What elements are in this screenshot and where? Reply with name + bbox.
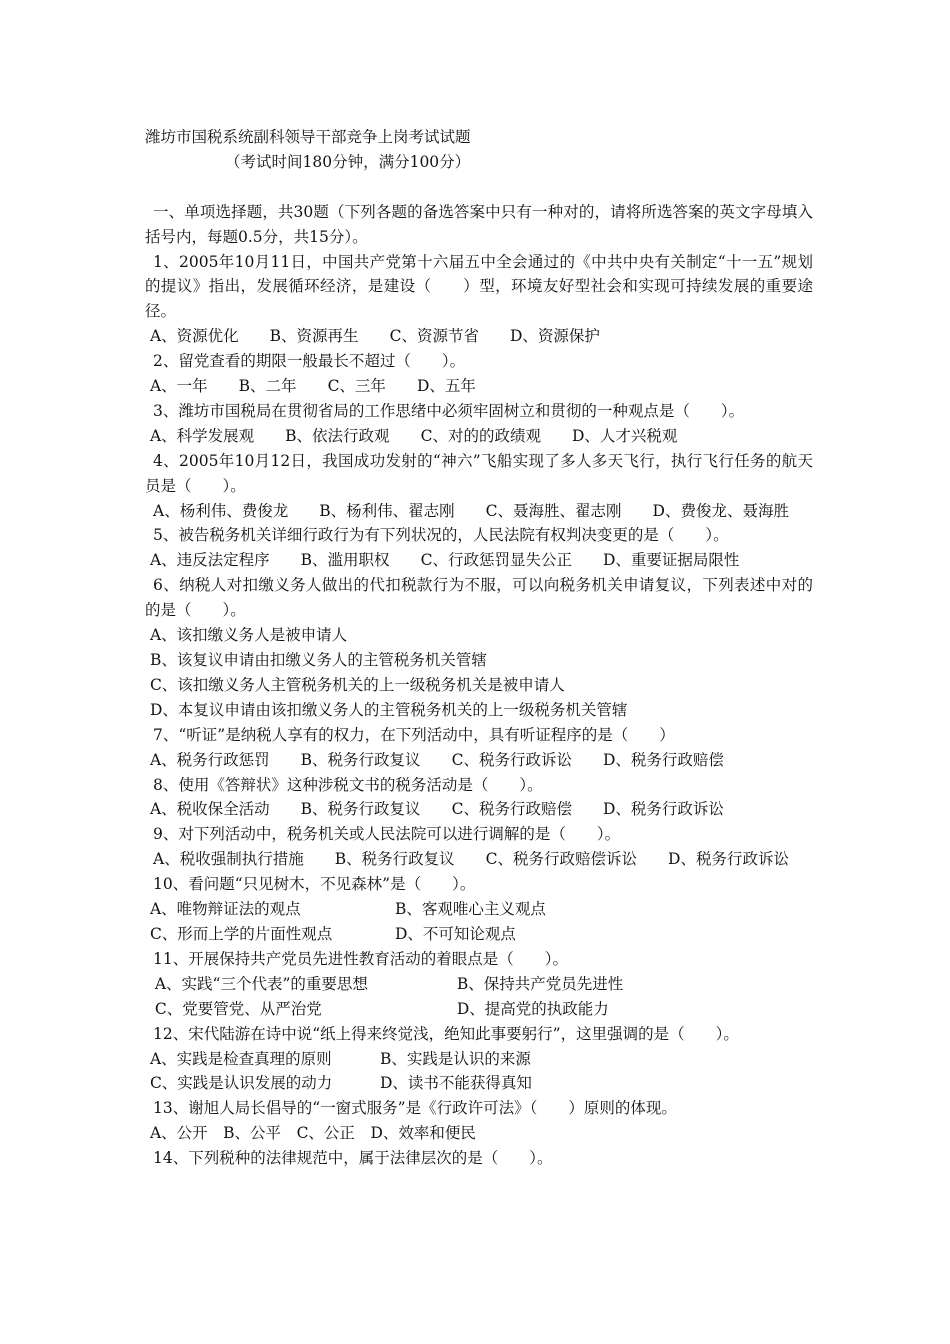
question-6-option-d xyxy=(145,698,813,723)
option: A、实践是检查真理的原则 xyxy=(149,1049,332,1068)
option: D、人才兴税观 xyxy=(571,426,678,445)
page-title: 潍坊市国税系统副科领导干部竞争上岗考试试题 xyxy=(145,128,471,146)
option: A、杨利伟、费俊龙 xyxy=(153,501,289,520)
option: C、税务行政赔偿 xyxy=(451,800,572,819)
question-5: 5、被告税务机关详细行政行为有下列状况的，人民法院有权判决变更的是（ ）。 xyxy=(153,526,729,545)
option: B、保持共产党员先进性 xyxy=(456,974,624,993)
option: C、三年 xyxy=(327,377,386,396)
option: B、税务行政复议 xyxy=(300,750,421,769)
option: B、税务行政复议 xyxy=(300,800,421,819)
option: B、滥用职权 xyxy=(300,551,390,570)
question-11: 11、开展保持共产党员先进性教育活动的着眼点是（ ）。 xyxy=(153,949,568,968)
question-12: 12、宋代陆游在诗中说“纸上得来终觉浅，绝知此事要躬行”，这里强调的是（ ）。 xyxy=(153,1024,739,1043)
option: D、资源保护 xyxy=(509,327,600,346)
question-8: 8、使用《答辩状》这种涉税文书的税务活动是（ ）。 xyxy=(153,775,543,794)
question-1: 1、2005年10月11日，中国共产党第十六届五中全会通过的《中共中央有关制定“十一五”规划的提议》指出，发展循环经济，是建设（ ）型，环境友好型社会和实现可持续发展的重要途径。 xyxy=(145,252,813,321)
option: B、资源再生 xyxy=(269,327,359,346)
option: C、税务行政赔偿诉讼 xyxy=(485,850,638,869)
option: C、行政惩罚显失公正 xyxy=(420,551,572,570)
option: A、该扣缴义务人是被申请人 xyxy=(149,626,348,645)
option: D、税务行政诉讼 xyxy=(602,800,724,819)
question-6-option-b xyxy=(145,648,813,673)
option: A、公开 xyxy=(149,1124,208,1143)
question-13-options xyxy=(145,1121,813,1146)
option: D、本复议申请由该扣缴义务人的主管税务机关的上一级税务机关管辖 xyxy=(149,700,628,719)
question-12-options-ab xyxy=(145,1047,813,1072)
option: A、一年 xyxy=(149,377,208,396)
option: D、读书不能获得真知 xyxy=(379,1074,532,1093)
question-13: 13、谢旭人局长倡导的“一窗式服务”是《行政许可法》（ ）原则的体现。 xyxy=(153,1099,677,1118)
question-6: 6、纳税人对扣缴义务人做出的代扣税款行为不服，可以向税务机关申请复议，下列表述中对的的是（ ）。 xyxy=(145,576,813,620)
option: A、税务行政惩罚 xyxy=(149,750,270,769)
option: D、费俊龙、聂海胜 xyxy=(652,501,789,520)
question-5-options xyxy=(145,548,813,573)
option: D、提高党的执政能力 xyxy=(456,999,609,1018)
question-11-options-ab xyxy=(145,972,813,997)
question-4: 4、2005年10月12日，我国成功发射的“神六”飞船实现了多人多天飞行，执行飞行任务的航天员是（ ）。 xyxy=(145,451,813,495)
question-10-options-cd xyxy=(145,922,813,947)
option: A、违反法定程序 xyxy=(149,551,270,570)
option: C、实践是认识发展的动力 xyxy=(149,1074,333,1093)
option: C、对的的政绩观 xyxy=(420,426,541,445)
option: D、重要证据局限性 xyxy=(602,551,740,570)
option: A、资源优化 xyxy=(149,327,239,346)
option: A、税收强制执行措施 xyxy=(153,850,304,869)
question-10-options-ab xyxy=(145,897,813,922)
option: A、唯物辩证法的观点 xyxy=(149,900,301,919)
question-1-options xyxy=(145,324,813,349)
option: B、税务行政复议 xyxy=(334,850,455,869)
option: C、税务行政诉讼 xyxy=(451,750,572,769)
question-8-options xyxy=(145,797,813,822)
question-7: 7、“听证”是纳税人享有的权力，在下列活动中，具有听证程序的是（ ） xyxy=(153,725,675,744)
question-11-options-cd xyxy=(145,997,813,1022)
option: D、效率和便民 xyxy=(370,1124,476,1143)
option: C、聂海胜、翟志刚 xyxy=(485,501,622,520)
option: D、税务行政诉讼 xyxy=(668,850,789,869)
question-10: 10、看问题“只见树木，不见森林”是（ ）。 xyxy=(153,875,476,894)
spacer xyxy=(145,175,813,200)
question-2: 2、留党查看的期限一般最长不超过（ ）。 xyxy=(153,352,466,371)
question-3: 3、潍坊市国税局在贯彻省局的工作思绪中必须牢固树立和贯彻的一种观点是（ ）。 xyxy=(153,401,745,420)
question-6-option-a xyxy=(145,623,813,648)
option: B、公平 xyxy=(223,1124,282,1143)
option: D、不可知论观点 xyxy=(394,924,516,943)
question-7-options xyxy=(145,748,813,773)
option: C、公正 xyxy=(296,1124,355,1143)
question-9: 9、对下列活动中，税务机关或人民法院可以进行调解的是（ ）。 xyxy=(153,825,621,844)
option: A、实践“三个代表”的重要思想 xyxy=(154,974,368,993)
option: B、实践是认识的来源 xyxy=(379,1049,531,1068)
option: C、党要管党、从严治党 xyxy=(154,999,322,1018)
question-14: 14、下列税种的法律规范中，属于法律层次的是（ ）。 xyxy=(153,1149,553,1168)
option: A、科学发展观 xyxy=(149,426,255,445)
section-heading: 一、单项选择题，共30题（下列各题的备选答案中只有一种对的，请将所选答案的英文字母填入括号内，每题0.5分，共15分）。 xyxy=(145,202,813,246)
question-2-options xyxy=(145,374,813,399)
option: C、资源节省 xyxy=(389,327,479,346)
question-6-option-c xyxy=(145,673,813,698)
option: B、杨利伟、翟志刚 xyxy=(319,501,455,520)
question-12-options-cd xyxy=(145,1071,813,1096)
option: D、税务行政赔偿 xyxy=(602,750,724,769)
question-3-options xyxy=(145,424,813,449)
option: B、客观唯心主义观点 xyxy=(394,900,546,919)
option: C、该扣缴义务人主管税务机关的上一级税务机关是被申请人 xyxy=(149,675,565,694)
option: C、形而上学的片面性观点 xyxy=(149,924,333,943)
option: B、二年 xyxy=(238,377,297,396)
option: D、五年 xyxy=(416,377,476,396)
question-4-options xyxy=(145,499,813,524)
option: B、依法行政观 xyxy=(285,426,390,445)
option: B、该复议申请由扣缴义务人的主管税务机关管辖 xyxy=(149,651,487,670)
exam-subtitle: （考试时间180分钟，满分100分） xyxy=(225,152,471,171)
question-9-options xyxy=(145,847,813,872)
document-body xyxy=(145,125,813,1171)
option: A、税收保全活动 xyxy=(149,800,270,819)
